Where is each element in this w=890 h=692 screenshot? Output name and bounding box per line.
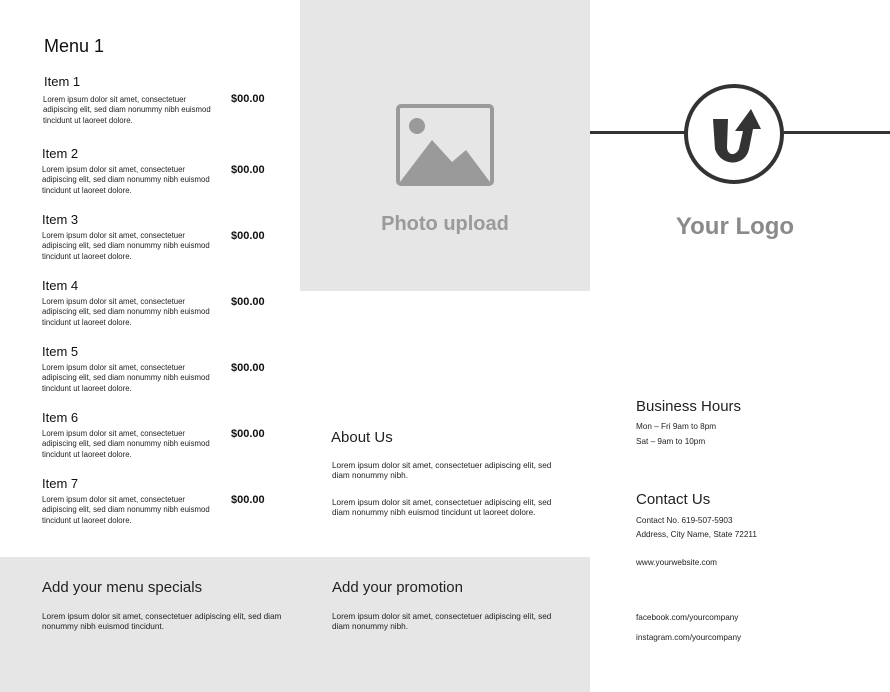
- item-description: Lorem ipsum dolor sit amet, consectetuer adipiscing elit, sed diam nonummy nibh euismod tincidunt ut laoreet dolore.: [43, 95, 211, 125]
- item-name: Item 1: [44, 74, 81, 89]
- photo-upload-area[interactable]: [300, 0, 590, 291]
- specials-title: Add your menu specials: [42, 579, 203, 596]
- item-price: $00.00: [231, 230, 265, 242]
- item-name: Item 3: [42, 212, 79, 227]
- menu-item: [42, 344, 282, 404]
- item-description: Lorem ipsum dolor sit amet, consectetuer adipiscing elit, sed diam nonummy nibh euismod tincidunt ut laoreet dolore.: [42, 231, 210, 261]
- facebook-link[interactable]: facebook.com/yourcompany: [636, 613, 739, 622]
- menu-item: [42, 476, 282, 536]
- menu-item: [42, 146, 282, 206]
- item-price: $00.00: [231, 428, 265, 440]
- item-description: Lorem ipsum dolor sit amet, consectetuer adipiscing elit, sed diam nonummy nibh euismod tincidunt ut laoreet dolore.: [42, 363, 210, 393]
- website-link[interactable]: www.yourwebsite.com: [636, 558, 717, 567]
- menu-item: [42, 278, 282, 338]
- promotion-title: Add your promotion: [332, 579, 463, 596]
- about-paragraph-2: Lorem ipsum dolor sit amet, consectetuer adipiscing elit, sed diam nonummy nibh euismod tincidunt ut laoreet dolore.: [332, 498, 552, 518]
- item-name: Item 6: [42, 410, 79, 425]
- logo-text: Your Logo: [675, 213, 795, 240]
- logo-rule-right: [784, 131, 890, 134]
- menu-item: [42, 410, 282, 470]
- hours-title: Business Hours: [636, 398, 742, 415]
- contact-title: Contact Us: [636, 491, 711, 508]
- item-name: Item 5: [42, 344, 79, 359]
- item-description: Lorem ipsum dolor sit amet, consectetuer adipiscing elit, sed diam nonummy nibh euismod tincidunt ut laoreet dolore.: [42, 429, 210, 459]
- item-description: Lorem ipsum dolor sit amet, consectetuer adipiscing elit, sed diam nonummy nibh euismod tincidunt ut laoreet dolore.: [42, 495, 210, 525]
- specials-text: Lorem ipsum dolor sit amet, consectetuer adipiscing elit, sed diam nonummy nibh euismod tincidunt.: [42, 612, 282, 632]
- image-placeholder-icon: [396, 104, 494, 186]
- item-description: Lorem ipsum dolor sit amet, consectetuer adipiscing elit, sed diam nonummy nibh euismod tincidunt ut laoreet dolore.: [42, 165, 210, 195]
- item-price: $00.00: [231, 296, 265, 308]
- contact-address: Address, City Name, State 72211: [636, 530, 757, 539]
- item-description: Lorem ipsum dolor sit amet, consectetuer adipiscing elit, sed diam nonummy nibh euismod tincidunt ut laoreet dolore.: [42, 297, 210, 327]
- instagram-link[interactable]: instagram.com/yourcompany: [636, 633, 742, 642]
- item-price: $00.00: [231, 93, 265, 105]
- menu-item: [42, 212, 282, 272]
- photo-upload-label: Photo upload: [381, 213, 509, 235]
- item-name: Item 7: [42, 476, 79, 491]
- promotion-text: Lorem ipsum dolor sit amet, consectetuer adipiscing elit, sed diam nonummy nibh.: [332, 612, 552, 632]
- menu-title: Menu 1: [44, 36, 105, 56]
- menu-item: [42, 74, 282, 134]
- logo-rule-left: [590, 131, 685, 134]
- hours-saturday: Sat – 9am to 10pm: [636, 437, 706, 446]
- about-paragraph-1: Lorem ipsum dolor sit amet, consectetuer adipiscing elit, sed diam nonummy nibh.: [332, 461, 552, 481]
- item-name: Item 4: [42, 278, 79, 293]
- about-title: About Us: [331, 429, 393, 446]
- item-name: Item 2: [42, 146, 79, 161]
- hours-weekday: Mon – Fri 9am to 8pm: [636, 422, 717, 431]
- item-price: $00.00: [231, 362, 265, 374]
- contact-phone: Contact No. 619-507-5903: [636, 516, 733, 525]
- item-price: $00.00: [231, 494, 265, 506]
- logo-arrow-icon: [683, 83, 785, 185]
- item-price: $00.00: [231, 164, 265, 176]
